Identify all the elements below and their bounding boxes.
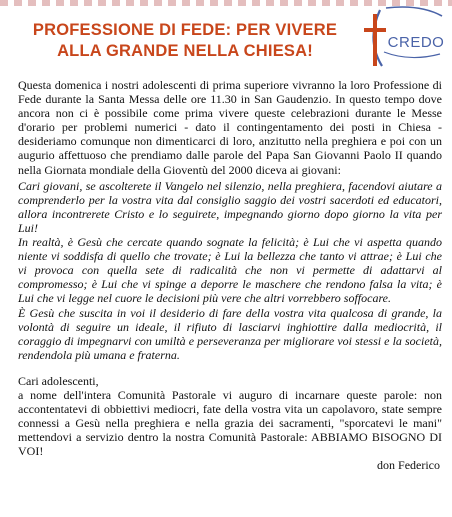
- closing-paragraph: a nome dell'intera Comunità Pastorale vi auguro di incarnare queste parole: non accontentatevi di obbiettivi mediocri, fate della vostra vita un capolavoro, state sempre connessi a Gesù nella preghiera e nella grazia dei sacramenti, "sporcatevi le mani" mettendovi a servizio dentro la nostra Comunità Pastorale: ABBIAMO BISOGNO DI VOI!: [18, 387, 442, 459]
- article-body: [18, 78, 442, 473]
- intro-paragraph: Questa domenica i nostri adolescenti di prima superiore vivranno la loro Professione di Fede durante la Santa Messa delle ore 11.30 in San Gaudenzio. In questo tempo dove ancora non ci è possibile come prima vivere queste celebrazioni durante le Messe d'orario per problemi numerici - dato il contingentamento dei posti in Chiesa - desideriamo comunque non dimenticarci di loro, anzitutto nella preghiera e poi con un augurio affettuoso che prendiamo dalle parole del Papa San Giovanni Paolo II quando nella Giornata mondiale della Gioventù del 2000 diceva ai giovani:: [18, 78, 442, 177]
- logo-text: CREDO: [387, 34, 444, 51]
- quote-paragraph-1: Cari giovani, se ascolterete il Vangelo nel silenzio, nella preghiera, facendovi aiutare a comprenderlo per la vostra vita dal consiglio saggio dei vostri sacerdoti ed educatori, allora incontrerete Cristo e lo seguirete, impegnando giorno dopo giorno la vita per Lui!: [18, 178, 442, 235]
- cross-icon: [360, 4, 444, 74]
- pope-quote: [18, 179, 442, 362]
- quote-paragraph-2: In realtà, è Gesù che cercate quando sognate la felicità; è Lui che vi aspetta quando niente vi soddisfa di quello che trovate; è Lui la bellezza che tanto vi attrae; è Lui che vi provoca con quella sete di radicalità che non vi permette di adattarvi al compromesso; è Lui che vi spinge a deporre le maschere che rendono falsa la vita; è Lui che vi legge nel cuore le decisioni più vere che altri vorrebbero soffocare.: [18, 235, 442, 306]
- credo-logo: [360, 4, 444, 74]
- quote-paragraph-3: È Gesù che suscita in voi il desiderio di fare della vostra vita qualcosa di grande, la volontà di seguire un ideale, il rifiuto di lasciarvi inghiottire dalla mediocrità, il coraggio di impegnarvi con umiltà e perseveranza per migliorare voi stessi e la società, rendendola più umana e fraterna.: [18, 305, 442, 362]
- title-line-2: ALLA GRANDE NELLA CHIESA!: [57, 42, 313, 60]
- page-title: [0, 20, 370, 62]
- title-line-1: PROFESSIONE DI FEDE: PER VIVERE: [32, 21, 338, 39]
- greeting: Cari adolescenti,: [18, 373, 99, 388]
- signature: don Federico: [377, 458, 440, 473]
